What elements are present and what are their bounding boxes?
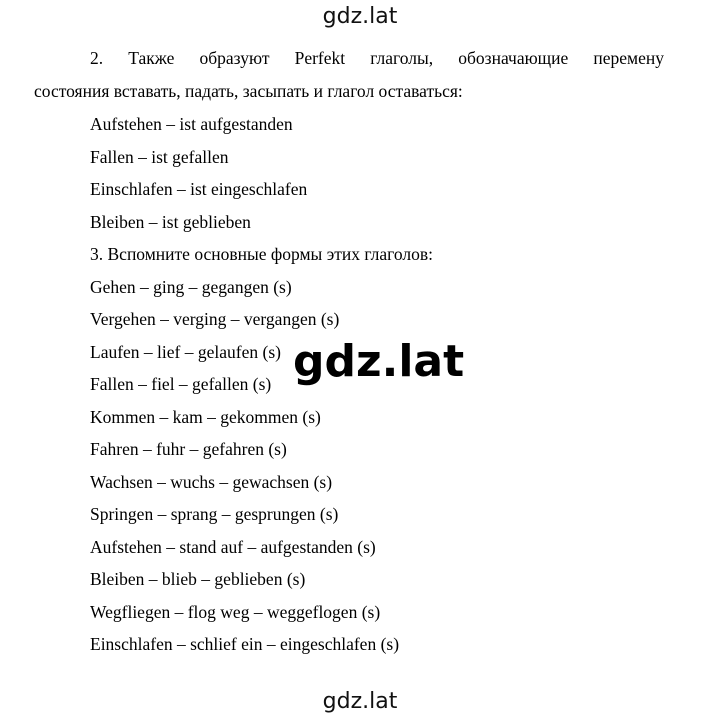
- section-heading: 3. Вспомните основные формы этих глаголов:: [90, 244, 434, 264]
- watermark-top: gdz.lat: [322, 4, 398, 29]
- watermark-center: gdz.lat: [293, 336, 465, 387]
- paragraph-line-2: состояния вставать, падать, засыпать и глагол оставаться:: [34, 81, 463, 101]
- list-item: Einschlafen – ist eingeschlafen: [90, 179, 308, 199]
- list-item: Fallen – ist gefallen: [90, 146, 229, 167]
- list-item: Einschlafen – schlief ein – eingeschlafen (s): [90, 634, 400, 654]
- list-item: Bleiben – ist geblieben: [90, 211, 251, 232]
- list-item: Bleiben – blieb – geblieben (s): [90, 569, 306, 589]
- list-item: Wachsen – wuchs – gewachsen (s): [90, 471, 333, 492]
- list-item: Aufstehen – stand auf – aufgestanden (s): [90, 536, 376, 557]
- list-item: Fallen – fiel – gefallen (s): [90, 374, 272, 394]
- list-item: Vergehen – verging – vergangen (s): [90, 309, 340, 329]
- list-item: Springen – sprang – gesprungen (s): [90, 504, 339, 524]
- intro-paragraph: [34, 42, 664, 108]
- list-item: Kommen – kam – gekommen (s): [90, 406, 321, 427]
- list-item: Gehen – ging – gegangen (s): [90, 276, 292, 297]
- list-item: Fahren – fuhr – gefahren (s): [90, 439, 287, 459]
- list-item: Laufen – lief – gelaufen (s): [90, 341, 281, 362]
- list-item: Aufstehen – ist aufgestanden: [90, 114, 293, 134]
- list-item: Wegfliegen – flog weg – weggeflogen (s): [90, 601, 381, 622]
- paragraph-line-1: 2. Также образуют Perfekt глаголы, обозначающие перемену: [90, 48, 664, 68]
- watermark-bottom: gdz.lat: [322, 689, 398, 714]
